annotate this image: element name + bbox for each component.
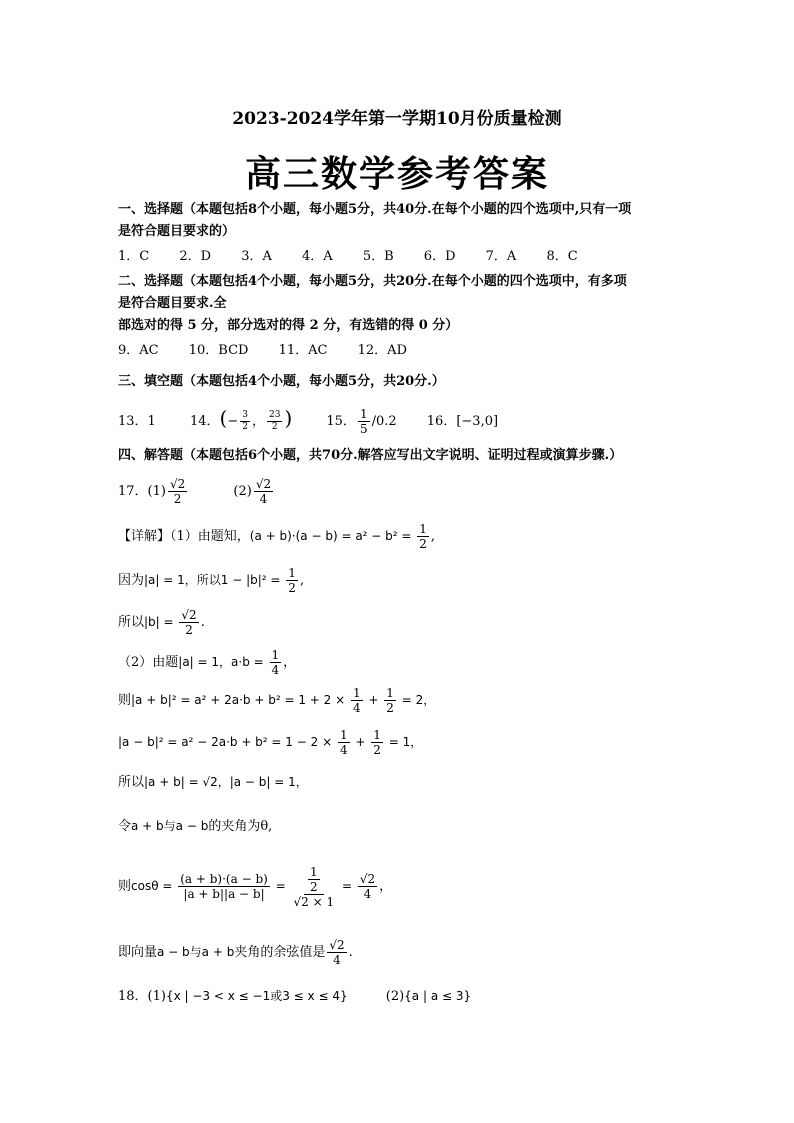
answer-item: 7．A [485, 249, 517, 264]
detail-expression: |b| = [144, 615, 178, 629]
section4-heading: 四、解答题（本题包括6个小题，共70分.解答应写出文字说明、证明过程或演算步骤.） [118, 448, 623, 463]
answer-14-close-paren: ) [284, 406, 293, 430]
detail-fraction: $\frac{1}{4}$ [339, 728, 348, 757]
answer-item-13: 13．1 [118, 414, 156, 429]
answer-item-14-label: 14． [189, 414, 220, 429]
detail-expression: |a − b|² = a² − 2a·b + b² = 1 − 2 × [118, 735, 336, 749]
answer-item: 6．D [423, 249, 456, 264]
detail-end: . [348, 945, 353, 960]
q18-part2: {a | a ≤ 3} [404, 989, 472, 1003]
q18-part2-label: (2) [385, 989, 405, 1004]
section2-heading-line1: 二、选择题（本题包括4个小题，每小题5分，共20分.在每个小题的四个选项中，有多项 [118, 274, 627, 289]
detail-operator: = [338, 879, 356, 893]
detail-suffix: 夹角的余弦值是 [234, 945, 326, 960]
answer-item: 1．C [118, 249, 150, 264]
q17-detail-line10 [118, 934, 353, 971]
q17-detail-line4 [118, 648, 296, 677]
answer-item-15-label: 15． [326, 414, 356, 429]
detail-end: , [430, 529, 436, 544]
q17-detail-line8 [118, 814, 272, 839]
q17-detail-line1 [118, 522, 435, 551]
detail-fraction: $\frac{(a + b)\cdot(a - b)}{|a + b||a - b|}$ [180, 872, 268, 901]
detail-end: . [200, 615, 205, 630]
detail-end: , [299, 573, 305, 588]
detail-prefix: 令 [118, 819, 132, 834]
q17-detail-line6 [118, 728, 422, 757]
q17-detail-line3 [118, 608, 205, 637]
q18-answers [118, 984, 471, 1009]
answer-16-value: [−3,0] [456, 414, 499, 429]
answer-14-comma: ， [251, 414, 265, 429]
detail-expression: |a + b| = √2，|a − b| = 1， [144, 775, 308, 789]
detail-prefix: 所以 [118, 775, 145, 790]
detail-fraction: $\frac{1}{2}$ [310, 864, 318, 894]
detail-prefix: 所以 [118, 615, 145, 630]
answer-item: 9．AC [118, 343, 159, 358]
detail-fraction: $\frac{1}{4}$ [352, 686, 361, 715]
answer-item: 2．D [179, 249, 212, 264]
detail-fraction: $\frac{1}{2}$ [373, 728, 381, 757]
detail-compound-fraction: $\frac{\frac{1}{2}}{√2 \times 1}$ [293, 864, 335, 909]
q17-detail-line2 [118, 566, 304, 595]
detail-end: ， [283, 655, 297, 670]
detail-prefix: 则 [118, 879, 132, 894]
q18-label: 18．(1) [118, 989, 166, 1004]
answer-14-fraction-b: $\frac{23}{2}$ [268, 410, 281, 432]
detail-expression: |a| = 1，所以1 − |b|² = [144, 573, 285, 587]
detail-fraction: $\frac{√2}{4}$ [329, 938, 345, 967]
detail-expression: (a + b)·(a − b) = a² − b² = [249, 529, 416, 543]
detail-prefix: 则 [118, 693, 132, 708]
detail-fraction: $\frac{√2}{4}$ [359, 872, 376, 901]
q17-part2-fraction: $\frac{√2}{4}$ [255, 477, 272, 506]
detail-suffix: 的夹角为θ, [208, 819, 273, 834]
detail-fraction: $\frac{1}{2}$ [386, 686, 394, 715]
document-subtitle: 2023-2024学年第一学期10月份质量检测 [232, 109, 562, 129]
answer-item: 3．A [241, 249, 272, 264]
detail-operator: = [271, 879, 290, 893]
q17-part2-label: (2) [233, 484, 252, 499]
section2-answers [118, 341, 433, 361]
answer-item: 4．A [302, 249, 333, 264]
section2-heading-line3: 部选对的得 5 分，部分选对的得 2 分，有选错的得 0 分） [118, 318, 459, 333]
answer-15-alt: /0.2 [371, 414, 397, 429]
section1-heading-line2: 是符合题目要求的） [118, 224, 236, 239]
detail-operator: + [364, 693, 383, 707]
section3-heading: 三、填空题（本题包括4个小题，每小题5分，共20分.） [118, 374, 445, 389]
detail-prefix: 【详解】（1）由题知， [118, 529, 250, 544]
q17-label: 17．(1) [118, 484, 166, 499]
detail-expression: |a| = 1，a·b = [178, 655, 268, 669]
section3-answers [118, 404, 498, 436]
answer-item-16-label: 16． [426, 414, 457, 429]
answer-15-fraction: $\frac{1}{5}$ [359, 407, 368, 436]
q17-detail-line7 [118, 770, 308, 795]
answer-item: 10．BCD [188, 343, 249, 358]
detail-end: ， [379, 879, 393, 894]
q17-detail-line9 [118, 856, 392, 917]
q17-answers [118, 476, 275, 508]
detail-prefix: 即向量 [118, 945, 158, 960]
q18-part1: {x | −3 < x ≤ −1或3 ≤ x ≤ 4} [165, 989, 348, 1003]
detail-fraction: $\frac{1}{2}$ [288, 566, 296, 595]
section2-heading-line2: 是符合题目要求.全 [118, 296, 227, 311]
detail-expression: |a + b|² = a² + 2a·b + b² = 1 + 2 × [131, 693, 349, 707]
detail-expression: a + b与a − b [131, 819, 209, 833]
section1-heading-line1: 一、选择题（本题包括8个小题，每小题5分，共40分.在每个小题的四个选项中,只有一项 [118, 202, 632, 217]
detail-end: = 1， [384, 735, 423, 749]
answer-14-neg: − [227, 414, 239, 429]
answer-14-open-paren: ( [219, 406, 228, 430]
q17-detail-line5 [118, 686, 435, 715]
detail-prefix: 因为 [118, 573, 145, 588]
detail-fraction: $\frac{√2}{2}$ [181, 608, 197, 637]
document-title: 高三数学参考答案 [244, 153, 549, 195]
section1-answers [118, 247, 604, 267]
answer-item: 8．C [546, 249, 578, 264]
answer-item: 11．AC [278, 343, 328, 358]
detail-fraction: $\frac{1}{2}$ [419, 522, 427, 551]
q17-part1-fraction: $\frac{√2}{2}$ [169, 477, 186, 506]
detail-fraction: $\frac{1}{4}$ [271, 648, 280, 677]
detail-end: = 2， [397, 693, 436, 707]
answer-item: 5．B [362, 249, 394, 264]
detail-operator: + [351, 735, 370, 749]
detail-expression: cosθ = [131, 879, 177, 893]
detail-prefix: （2）由题 [118, 655, 179, 670]
answer-14-fraction-a: $\frac{3}{2}$ [242, 410, 248, 432]
detail-expression: a − b与a + b [157, 945, 235, 959]
answer-item: 12．AD [357, 343, 407, 358]
